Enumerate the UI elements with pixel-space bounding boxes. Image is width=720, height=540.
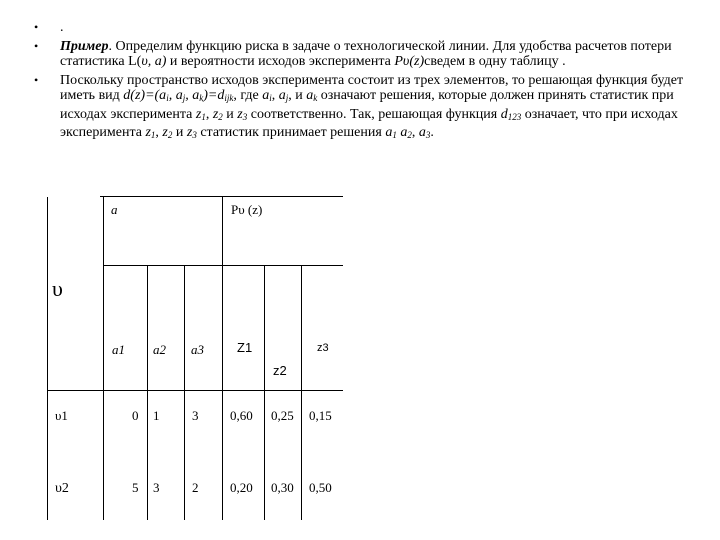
cell-a1: 5 [132,480,139,495]
row-label: υ2 [55,481,69,496]
text-run: , [155,125,163,140]
cell-a3: 2 [192,480,199,495]
formula-run: z [195,106,202,122]
subscript: ijk [224,93,234,103]
text-run: и вероятности исходов эксперимента [166,54,395,69]
text-run: . [430,125,434,140]
formula-run: d [500,106,508,122]
text-run: и [172,125,187,140]
cell-z3: 0,15 [309,408,332,423]
header-z3: z3 [317,342,329,354]
formula-run: d(z)=(a [123,88,167,103]
subscript: i [166,93,169,103]
formula-run: z [237,106,243,122]
text-run: означает, что при исходах эксперимента [60,106,678,140]
header-a: a [111,202,118,217]
subscript: k [313,93,318,103]
text-run: Поскольку пространство исходов эксперимента состоит из трех элементов, то решающая функция будет иметь вид [60,72,684,103]
subscript: 3 [425,130,431,140]
cell-a1: 0 [132,408,139,423]
table-rule-v-a2a3 [184,265,185,520]
formula-run: Pυ(z) [394,54,425,69]
text-run: сведем в одну таблицу . [424,54,566,69]
bullet-marker: • [34,72,39,87]
formula-run: z [145,125,151,140]
text-run: означают решения, которые должен принять статистик при исходах эксперимента [60,88,674,122]
subscript: 1 [392,130,397,140]
bullet-marker: • [34,20,39,34]
bullet-text: . [60,20,64,35]
text-run: , [411,125,419,140]
subscript: j [285,93,289,103]
subscript: 2 [167,130,173,140]
subscript: 3 [192,130,197,140]
subscript: 1 [150,130,156,140]
formula-run: a [400,125,408,140]
header-a3: a3 [191,342,204,357]
subscript: 2 [407,130,412,140]
formula-run: a [278,88,286,103]
cell-z2: 0,30 [271,480,294,495]
subscript: 2 [218,111,223,122]
cell-a2: 1 [153,408,160,423]
table-rule-v-a [103,197,104,520]
header-pv: Pυ (z) [231,202,263,217]
text-run: и [222,106,238,122]
cell-z3: 0,50 [309,480,332,495]
formula-run: z [162,125,168,140]
text-run: , [205,106,213,122]
example-lead: Пример [60,38,109,54]
subscript: i [269,93,272,103]
formula-run: , a [185,88,200,103]
header-z1: Z1 [237,340,253,355]
cell-a3: 3 [192,408,199,423]
formula-run: )=d [203,88,225,103]
header-upsilon: υ [52,276,63,301]
text-run: , [271,88,279,103]
formula-run: υ, a) [141,54,167,69]
subscript: 3 [242,111,248,122]
header-a2: a2 [153,342,166,357]
formula-run: a [262,88,270,103]
cell-z2: 0,25 [271,408,294,423]
subscript: j [182,93,186,103]
formula-run: z [186,125,193,140]
table-rule-v-z1z2 [264,265,265,520]
cell-z1: 0,60 [230,408,253,423]
text-run: , где [233,88,263,103]
table-rule-mid [103,265,343,266]
formula-run: a [385,125,393,140]
cell-a2: 3 [153,480,160,495]
table-rule-v-z2z3 [301,265,302,520]
subscript: k [199,93,204,103]
header-a1: a1 [112,342,125,357]
table-rule-v-pv [222,197,223,520]
formula-run: , a [168,88,183,103]
table-rule-header-bottom [47,390,343,391]
table-rule-v-left [47,197,48,520]
cell-z1: 0,20 [230,480,253,495]
formula-run: a [418,125,426,140]
bullet-marker: • [34,38,39,53]
text-run: статистик принимает решения [196,125,386,140]
formula-run: a [306,88,314,103]
subscript: 1 [201,111,206,122]
row-label: υ1 [55,408,68,423]
text-run: , и [288,88,307,103]
header-z2: z2 [273,363,287,378]
subscript: 123 [507,111,522,122]
formula-run: z [212,106,219,122]
text-run: соответственно. Так, решающая функция [247,106,501,122]
text-run: . Определим функцию риска в задаче о технологической линии. Для удобства расчетов потери статистика L( [60,38,672,69]
table-rule-v-a1a2 [147,265,148,520]
